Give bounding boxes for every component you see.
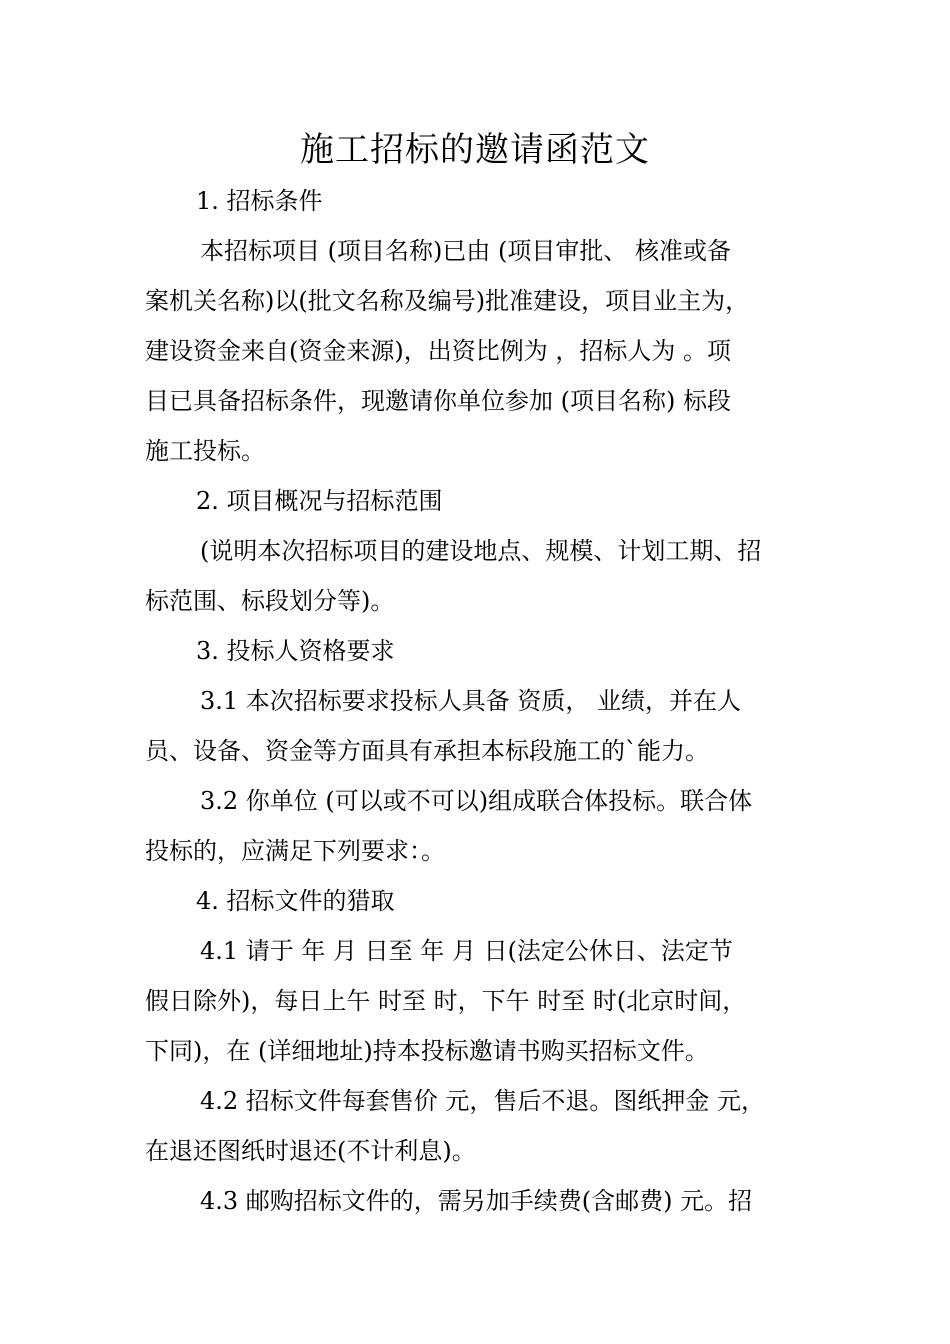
section-heading-3: 3. 投标人资格要求 xyxy=(196,637,395,665)
paragraph-line: 4.1 请于 年 月 日至 年 月 日(法定公休日、法定节 xyxy=(200,937,733,965)
paragraph-line: 标范围、标段划分等)。 xyxy=(145,587,395,615)
paragraph-line: 3.1 本次招标要求投标人具备 资质， 业绩，并在人 xyxy=(200,687,742,715)
paragraph-line: 本招标项目 (项目名称)已由 (项目审批、 核准或备 xyxy=(200,237,731,265)
paragraph-line: 员、设备、资金等方面具有承担本标段施工的`能力。 xyxy=(145,737,709,765)
paragraph-line: 目已具备招标条件，现邀请你单位参加 (项目名称) 标段 xyxy=(145,387,731,415)
paragraph-line: 建设资金来自(资金来源)，出资比例为 ，招标人为 。项 xyxy=(145,337,731,365)
section-heading-4: 4. 招标文件的猎取 xyxy=(196,887,395,915)
paragraph-line: 假日除外)，每日上午 时至 时，下午 时至 时(北京时间， xyxy=(145,987,747,1015)
section-heading-1: 1. 招标条件 xyxy=(196,187,323,215)
paragraph-line: 投标的，应满足下列要求：。 xyxy=(145,837,445,865)
paragraph-line: 下同)，在 (详细地址)持本投标邀请书购买招标文件。 xyxy=(145,1037,709,1065)
paragraph-line: 4.3 邮购招标文件的，需另加手续费(含邮费) 元。招 xyxy=(200,1187,753,1215)
paragraph-line: 案机关名称)以(批文名称及编号)批准建设，项目业主为， xyxy=(145,287,750,315)
section-heading-2: 2. 项目概况与招标范围 xyxy=(196,487,443,515)
paragraph-line: 在退还图纸时退还(不计利息)。 xyxy=(145,1137,476,1165)
paragraph-line: 施工投标。 xyxy=(145,437,265,465)
document-body xyxy=(145,176,815,1226)
paragraph-line: 4.2 招标文件每套售价 元，售后不退。图纸押金 元， xyxy=(200,1087,766,1115)
document-title: 施工招标的邀请函范文 xyxy=(300,130,650,170)
paragraph-line: (说明本次招标项目的建设地点、规模、计划工期、招 xyxy=(200,537,762,565)
paragraph-line: 3.2 你单位 (可以或不可以)组成联合体投标。联合体 xyxy=(200,787,753,815)
